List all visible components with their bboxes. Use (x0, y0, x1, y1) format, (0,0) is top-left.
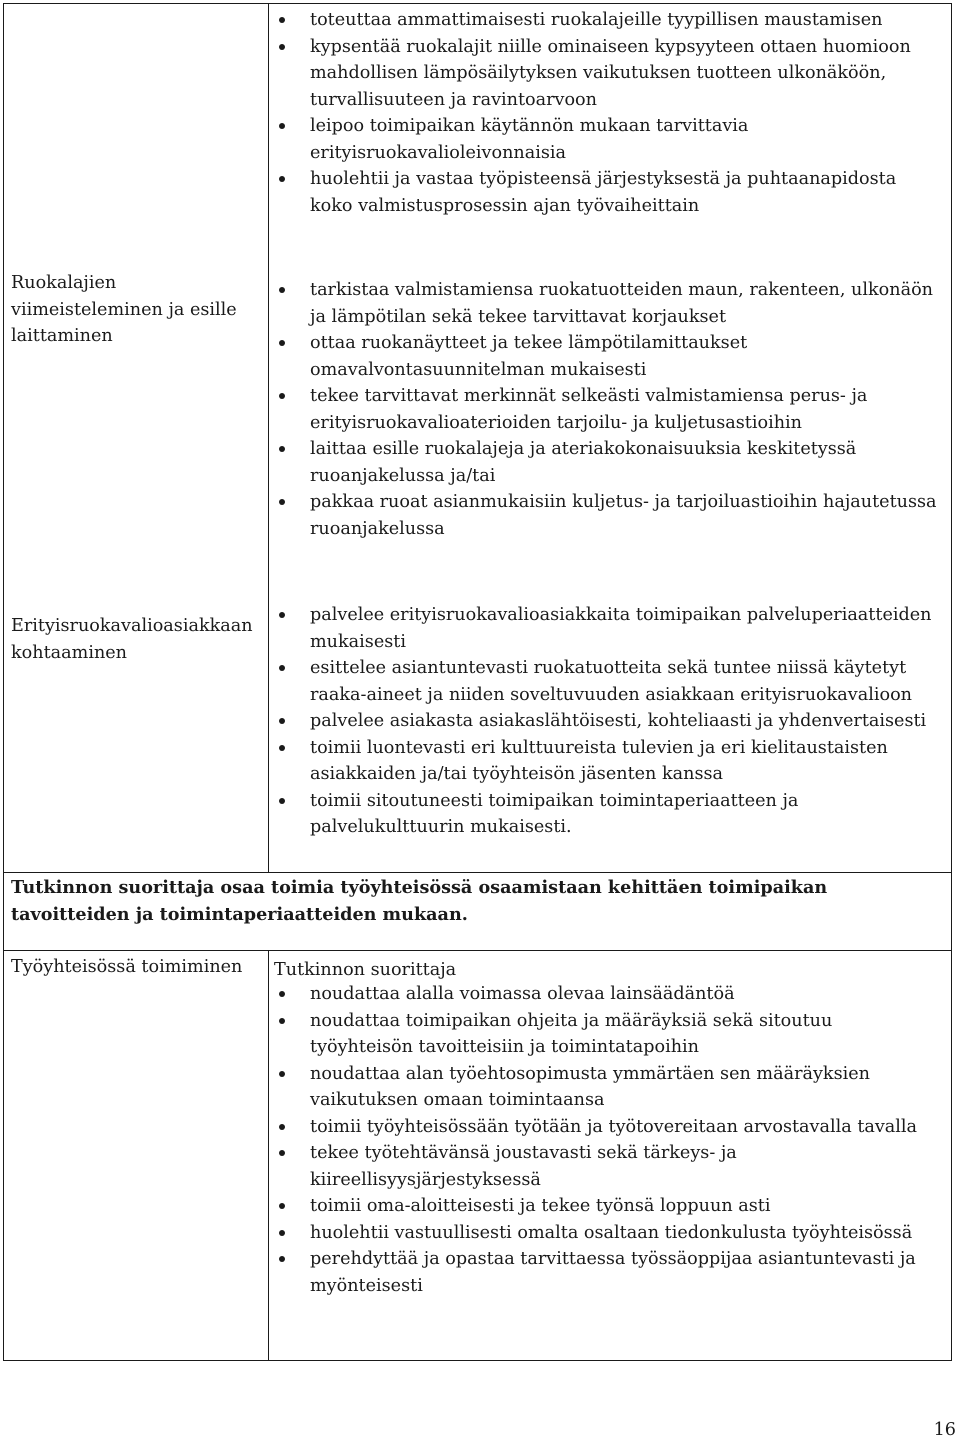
list-item: toimii luontevasti eri kulttuureista tulevien ja eri kielitaustaisten asiakkaiden ja/tai työyhteisön jäsenten kanssa (270, 735, 940, 788)
list-item: toimii sitoutuneesti toimipaikan toimintaperiaatteen ja palvelukulttuurin mukaisesti. (270, 788, 940, 841)
column-divider (268, 951, 269, 1361)
list-item: toimii työyhteisössään työtään ja työtovereitaan arvostavalla tavalla (270, 1114, 940, 1141)
row-label-workplace: Työyhteisössä toimiminen (11, 957, 243, 977)
list-item: tekee tarvittavat merkinnät selkeästi valmistamiensa perus- ja erityisruokavalioaterioiden tarjoilu- ja kuljetusastioihin (270, 383, 940, 436)
row-divider (4, 872, 951, 873)
list-item: ottaa ruokanäytteet ja tekee lämpötilamittaukset omavalvontasuunnitelman mukaisesti (270, 330, 940, 383)
criteria-list-finishing (270, 277, 940, 542)
list-item: kypsentää ruokalajit niille ominaiseen kypsyyteen ottaen huomioon mahdollisen lämpösäilytyksen vaikutuksen tuotteen ulkonäköön, turvallisuuteen ja ravintoarvoon (270, 34, 940, 114)
row-label-special-diet-customer: Erityisruokavalioasiakkaan kohtaaminen (11, 616, 253, 663)
row-intro: Tutkinnon suorittaja (274, 960, 457, 980)
criteria-list-workplace (270, 981, 940, 1299)
criteria-list-cooking (270, 7, 940, 219)
list-item: noudattaa alan työehtosopimusta ymmärtäen sen määräyksien vaikutuksen omaan toimintaansa (270, 1061, 940, 1114)
list-item: huolehtii ja vastaa työpisteensä järjestyksestä ja puhtaanapidosta koko valmistusprosessin ajan työvaiheittain (270, 166, 940, 219)
list-item: perehdyttää ja opastaa tarvittaessa työssäoppijaa asiantuntevasti ja myönteisesti (270, 1246, 940, 1299)
list-item: palvelee erityisruokavalioasiakkaita toimipaikan palveluperiaatteiden mukaisesti (270, 602, 940, 655)
list-item: esittelee asiantuntevasti ruokatuotteita sekä tuntee niissä käytetyt raaka-aineet ja niiden soveltuvuuden asiakkaan erityisruokavalioon (270, 655, 940, 708)
list-item: noudattaa alalla voimassa olevaa lainsäädäntöä (270, 981, 940, 1008)
list-item: tekee työtehtävänsä joustavasti sekä tärkeys- ja kiireellisyysjärjestyksessä (270, 1140, 940, 1193)
section-heading: Tutkinnon suorittaja osaa toimia työyhteisössä osaamistaan kehittäen toimipaikan tavoitteiden ja toimintaperiaatteiden mukaan. (11, 877, 828, 925)
row-divider (4, 950, 951, 951)
row-label-finishing: Ruokalajien viimeisteleminen ja esille laittaminen (11, 273, 237, 346)
list-item: pakkaa ruoat asianmukaisiin kuljetus- ja tarjoiluastioihin hajautetussa ruoanjakelussa (270, 489, 940, 542)
criteria-list-customer (270, 602, 940, 841)
list-item: laittaa esille ruokalajeja ja ateriakokonaisuuksia keskitetyssä ruoanjakelussa ja/tai (270, 436, 940, 489)
page-number: 16 (933, 1420, 956, 1440)
list-item: toteuttaa ammattimaisesti ruokalajeille tyypillisen maustamisen (270, 7, 940, 34)
list-item: leipoo toimipaikan käytännön mukaan tarvittavia erityisruokavalioleivonnaisia (270, 113, 940, 166)
list-item: huolehtii vastuullisesti omalta osaltaan tiedonkulusta työyhteisössä (270, 1220, 940, 1247)
column-divider (268, 4, 269, 873)
list-item: toimii oma-aloitteisesti ja tekee työnsä loppuun asti (270, 1193, 940, 1220)
list-item: noudattaa toimipaikan ohjeita ja määräyksiä sekä sitoutuu työyhteisön tavoitteisiin ja toimintatapoihin (270, 1008, 940, 1061)
list-item: palvelee asiakasta asiakaslähtöisesti, kohteliaasti ja yhdenvertaisesti (270, 708, 940, 735)
list-item: tarkistaa valmistamiensa ruokatuotteiden maun, rakenteen, ulkonäön ja lämpötilan sekä tekee tarvittavat korjaukset (270, 277, 940, 330)
